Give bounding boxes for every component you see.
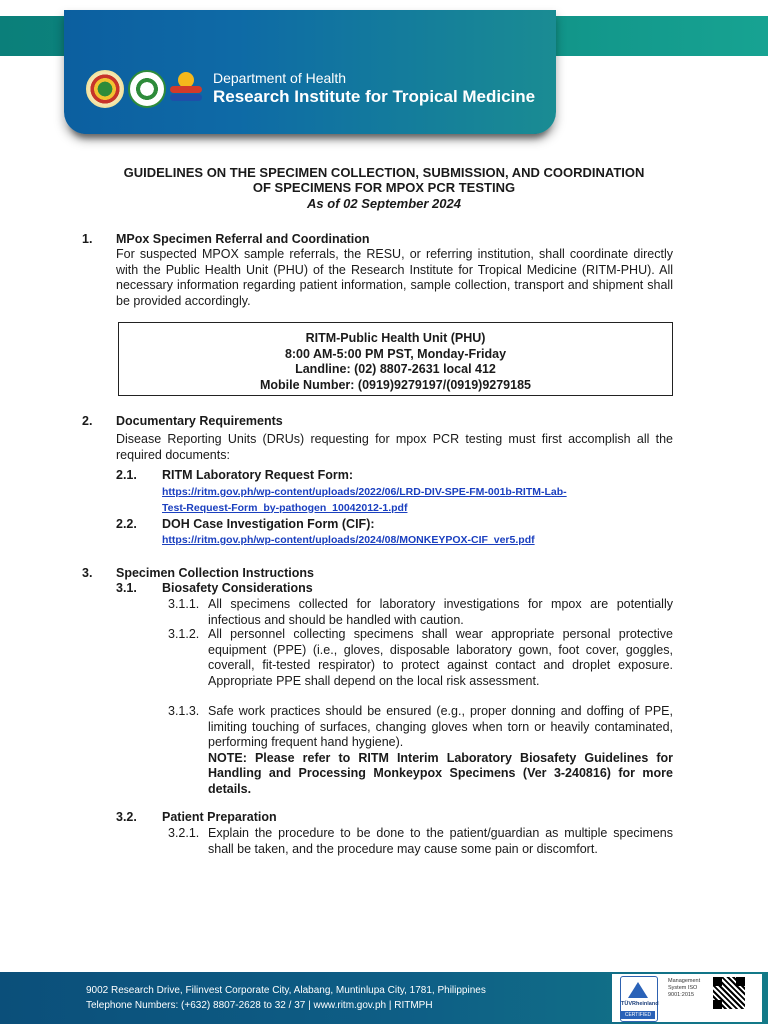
doc-title-line1: GUIDELINES ON THE SPECIMEN COLLECTION, SUBMISSION, AND COORDINATION bbox=[123, 165, 645, 180]
ritm-seal-icon bbox=[128, 70, 166, 108]
doc-title-line2: OF SPECIMENS FOR MPOX PCR TESTING bbox=[252, 180, 516, 195]
item-number: 3.1.3. bbox=[168, 704, 200, 718]
phu-contact-box bbox=[118, 322, 673, 396]
section-title: Specimen Collection Instructions bbox=[116, 566, 314, 580]
section-number: 3. bbox=[82, 566, 93, 580]
item-text: Explain the procedure to be done to the patient/guardian as multiple specimens shall be taken, and the procedure may cause some pain or discomfort. bbox=[208, 826, 673, 856]
org-name-line2: Research Institute for Tropical Medicine bbox=[213, 87, 536, 106]
org-name-line1: Department of Health bbox=[213, 70, 347, 86]
doc-date-line: As of 02 September 2024 bbox=[307, 196, 461, 211]
section-body: For suspected MPOX sample referrals, the RESU, or referring institution, shall coordinate directly with the Public Health Unit (PHU) of the Research Institute for Tropical Medicine (RITM-PHU). All necessary information regarding patient information, sample collection, transport and shipment shall be provided accordingly. bbox=[116, 247, 673, 308]
qr-code-icon bbox=[712, 976, 746, 1010]
doh-seal-icon bbox=[86, 70, 124, 108]
cif-form-link[interactable]: https://ritm.gov.ph/wp-content/uploads/2024/08/MONKEYPOX-CIF_ver5.pdf bbox=[162, 534, 535, 546]
biosafety-note: NOTE: Please refer to RITM Interim Laboratory Biosafety Guidelines for Handling and Processing Monkeypox Specimens (Ver 3-240816) for more details. bbox=[208, 750, 673, 796]
doc-item-title: RITM Laboratory Request Form: bbox=[162, 468, 353, 482]
item-number: 3.1.1. bbox=[168, 597, 200, 611]
lab-request-form-link[interactable]: https://ritm.gov.ph/wp-content/uploads/2022/06/LRD-DIV-SPE-FM-001b-RITM-Lab- Test-Request-Form_by-pathogen_10042012-1.pdf bbox=[162, 486, 567, 514]
item-text: All specimens collected for laboratory investigations for mpox are potentially infectious and should be handled with caution. bbox=[208, 597, 673, 627]
item-text: All personnel collecting specimens shall wear appropriate personal protective equipment (PPE) (i.e., gloves, disposable laboratory gown, foot cover, goggles, coverall, fit-tested respirator) to protect against contact and droplet exposure. Appropriate PPE shall depend on the local risk assessment. bbox=[208, 627, 673, 688]
cert-label: CERTIFIED bbox=[621, 1011, 655, 1019]
contact-unit: RITM-Public Health Unit (PHU) bbox=[305, 331, 486, 345]
doc-item-number: 2.2. bbox=[116, 517, 137, 531]
item-text: Safe work practices should be ensured (e.g., proper donning and doffing of PPE, limiting touching of surfaces, changing gloves when torn or heavily contaminated, performing frequent hand hygiene). bbox=[208, 704, 673, 749]
section-title: Documentary Requirements bbox=[116, 414, 283, 428]
item-number: 3.2.1. bbox=[168, 826, 200, 840]
contact-hours: 8:00 AM-5:00 PM PST, Monday-Friday bbox=[284, 346, 507, 361]
subsection-number: 3.2. bbox=[116, 810, 137, 824]
item-number: 3.1.2. bbox=[168, 627, 200, 641]
section-title: MPox Specimen Referral and Coordination bbox=[116, 232, 370, 246]
section-number: 2. bbox=[82, 414, 93, 428]
subsection-title: Patient Preparation bbox=[162, 810, 277, 824]
item-text-block bbox=[208, 704, 673, 797]
section-number: 1. bbox=[82, 232, 93, 246]
doc-item-title: DOH Case Investigation Form (CIF): bbox=[162, 517, 375, 531]
doc-item-number: 2.1. bbox=[116, 468, 137, 482]
contact-landline: Landline: (02) 8807-2631 local 412 bbox=[295, 362, 496, 376]
tuv-triangle-icon bbox=[628, 982, 648, 998]
subsection-number: 3.1. bbox=[116, 581, 137, 595]
section-body: Disease Reporting Units (DRUs) requesting for mpox PCR testing must first accomplish all the required documents: bbox=[116, 432, 673, 462]
contact-mobile: Mobile Number: (0919)9279197/(0919)9279185 bbox=[260, 377, 531, 392]
bagong-pilipinas-logo-icon bbox=[168, 70, 204, 104]
cert-description: Management System ISO 9001:2015 bbox=[668, 978, 701, 998]
footer-address: 9002 Research Drive, Filinvest Corporate City, Alabang, Muntinlupa City, 1781, Philippines bbox=[86, 985, 486, 996]
cert-brand: TÜVRheinland bbox=[621, 1001, 659, 1007]
footer-contact: Telephone Numbers: (+632) 8807-2628 to 32 / 37 | www.ritm.gov.ph | RITMPH bbox=[86, 1000, 433, 1011]
subsection-title: Biosafety Considerations bbox=[162, 581, 313, 595]
